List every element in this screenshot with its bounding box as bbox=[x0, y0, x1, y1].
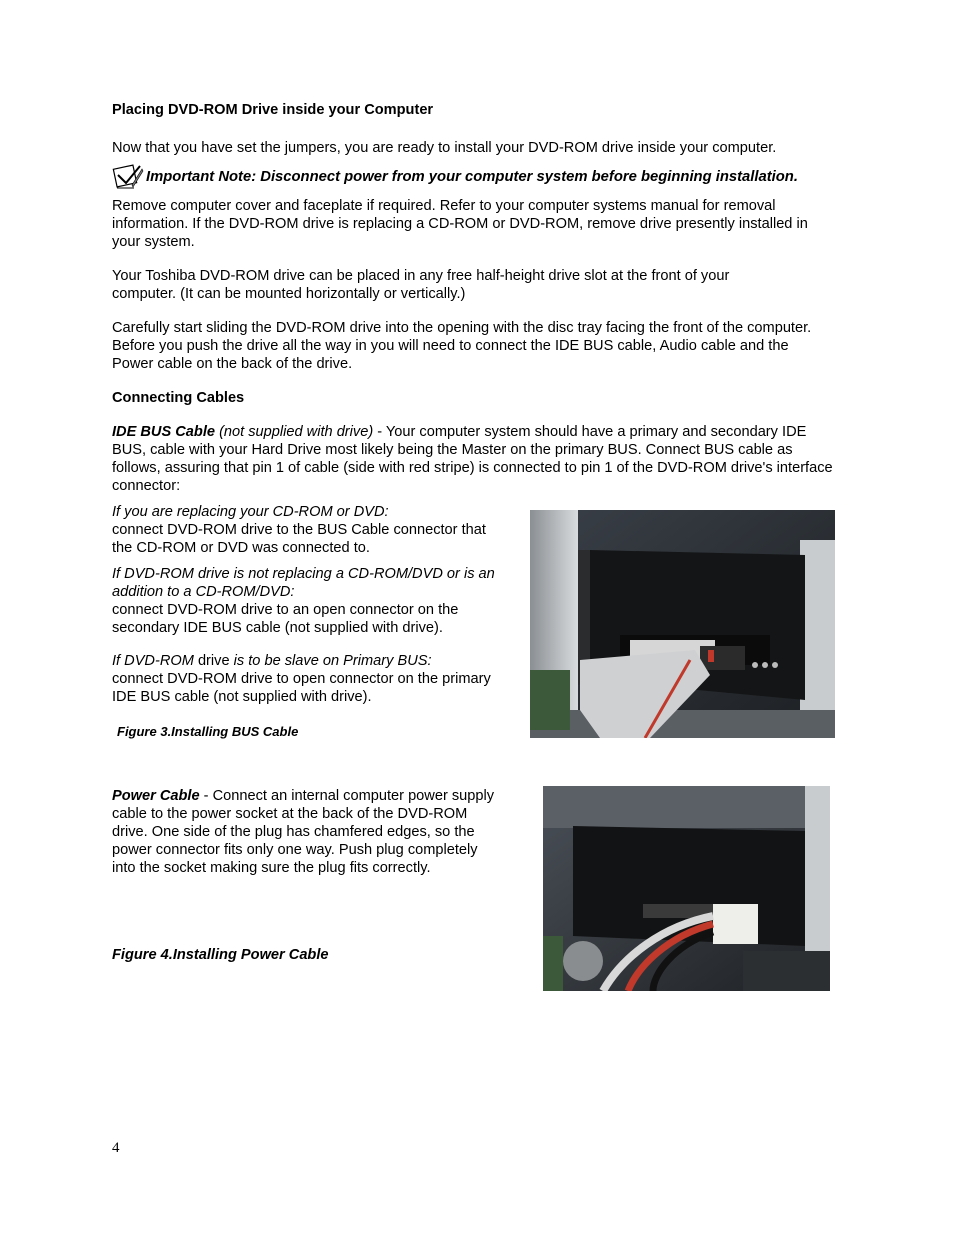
case-addition-text: connect DVD-ROM drive to an open connector on the secondary IDE BUS cable (not supplied with drive). bbox=[112, 602, 459, 636]
case-replacing-text: connect DVD-ROM drive to the BUS Cable connector that the CD-ROM or DVD was connected to. bbox=[112, 522, 486, 556]
power-cable-text: - Connect an internal computer power supply cable to the power socket at the back of the DVD-ROM drive. One side of the plug has chamfered edges, so the power connector fits only one way. Push plug completely into the socket making sure the plug fits correctly. bbox=[112, 788, 495, 876]
sliding-drive-paragraph: Carefully start sliding the DVD-ROM drive into the opening with the disc tray facing the front of the computer. Before you push the drive all the way in you will need to connect the IDE BUS cable, Audio cable and the Power cable on the back of the drive. bbox=[112, 320, 812, 372]
figure4-caption: Figure 4.Installing Power Cable bbox=[112, 947, 329, 963]
case-replacing-condition: If you are replacing your CD-ROM or DVD: bbox=[112, 504, 389, 520]
section-heading-cables: Connecting Cables bbox=[112, 390, 245, 406]
figure3-photo bbox=[530, 510, 835, 738]
note-text: Important Note: Disconnect power from your computer system before beginning installation. bbox=[146, 169, 798, 185]
remove-cover-paragraph: Remove computer cover and faceplate if required. Refer to your computer systems manual for removal information. If the DVD-ROM drive is replacing a CD-ROM or DVD-ROM, remove drive presently installed in your system. bbox=[112, 198, 808, 250]
case-slave-cond-b: drive bbox=[193, 653, 234, 669]
figure3-caption: Figure 3.Installing BUS Cable bbox=[117, 724, 299, 739]
case-slave-text: connect DVD-ROM drive to open connector on the primary IDE BUS cable (not supplied with drive). bbox=[112, 671, 491, 705]
section-heading-placing: Placing DVD-ROM Drive inside your Computer bbox=[112, 102, 434, 118]
ide-bus-label: IDE BUS Cable bbox=[112, 424, 215, 440]
intro-paragraph: Now that you have set the jumpers, you are ready to install your DVD-ROM drive inside your computer. bbox=[112, 140, 777, 156]
ide-bus-text: - Your computer system should have a primary and secondary IDE BUS, cable with your Hard Drive most likely being the Master on the primary BUS. Connect BUS cable as follows, assuring that pin 1 of cable (side with red stripe) is connected to pin 1 of the DVD-ROM drive's interface connector: bbox=[112, 424, 833, 494]
power-cable-label: Power Cable bbox=[112, 788, 200, 804]
case-addition bbox=[112, 565, 504, 637]
page-number: 4 bbox=[112, 1140, 120, 1156]
case-slave bbox=[112, 652, 492, 706]
case-addition-condition: If DVD-ROM drive is not replacing a CD-ROM/DVD or is an addition to a CD-ROM/DVD: bbox=[112, 566, 495, 600]
ide-bus-paragraph bbox=[112, 423, 836, 495]
power-cable-paragraph bbox=[112, 787, 504, 877]
case-replacing bbox=[112, 503, 502, 557]
case-slave-cond-a: If DVD-ROM bbox=[112, 653, 194, 669]
case-slave-condition bbox=[112, 652, 492, 670]
note-pencil-icon bbox=[112, 163, 144, 195]
case-slave-cond-c: is to be slave on Primary BUS: bbox=[233, 653, 432, 669]
drive-slot-paragraph: Your Toshiba DVD-ROM drive can be placed in any free half-height drive slot at the front of your computer. (It can be mounted horizontally or vertically.) bbox=[112, 268, 730, 302]
important-note bbox=[112, 163, 852, 193]
ide-bus-qualifier: (not supplied with drive) bbox=[219, 424, 374, 440]
figure4-photo bbox=[543, 786, 830, 991]
